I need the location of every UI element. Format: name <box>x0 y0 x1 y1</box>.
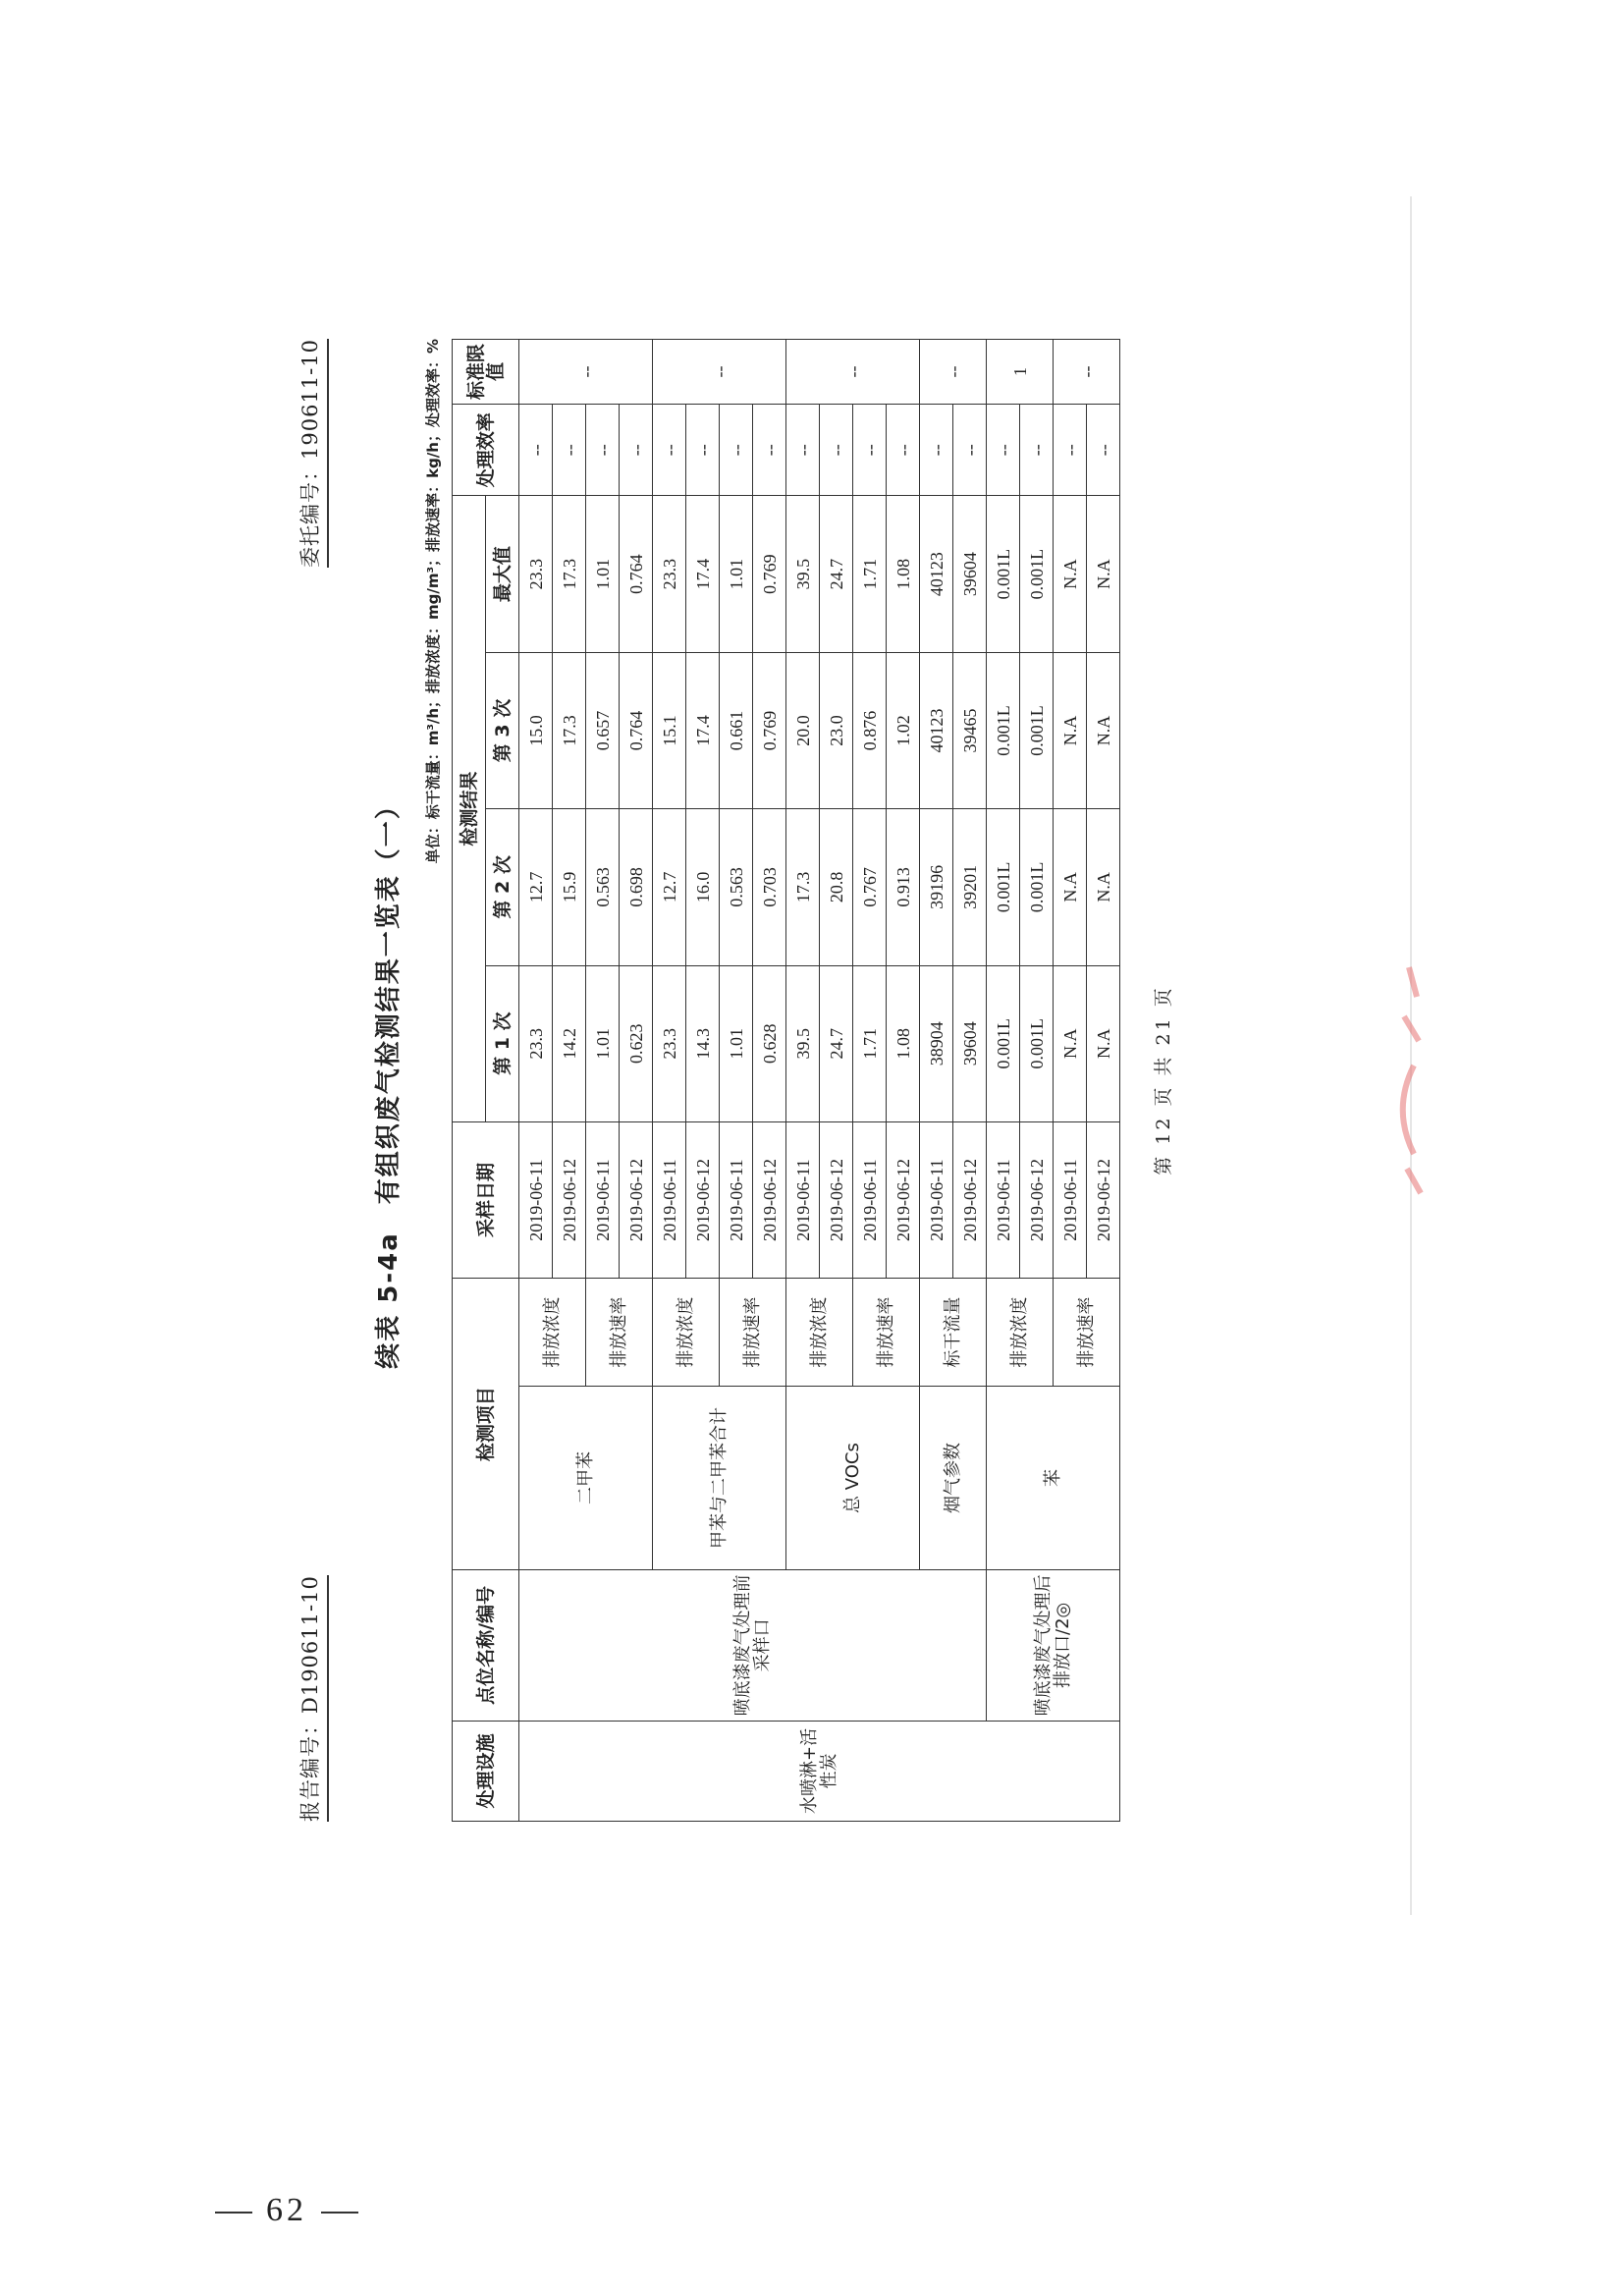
date-cell: 2019-06-12 <box>753 1121 786 1278</box>
value-eff: -- <box>853 405 887 496</box>
date-cell: 2019-06-11 <box>786 1121 820 1278</box>
value-r3: 15.0 <box>519 652 553 808</box>
value-r2: 15.9 <box>553 809 586 965</box>
value-max: N.A <box>1087 496 1120 652</box>
value-max: 1.08 <box>887 496 920 652</box>
header-round-2: 第 2 次 <box>486 809 519 965</box>
value-r2: 0.767 <box>853 809 887 965</box>
value-max: 0.001L <box>1020 496 1054 652</box>
value-r1: 14.3 <box>686 965 720 1121</box>
value-r1: N.A <box>1087 965 1120 1121</box>
value-r2: 12.7 <box>653 809 686 965</box>
value-eff: -- <box>720 405 753 496</box>
commission-number: 委托编号：190611-10 <box>295 339 329 568</box>
value-max: 17.4 <box>686 496 720 652</box>
sub-item: 排放速率 <box>586 1279 653 1387</box>
value-eff: -- <box>987 405 1020 496</box>
value-max: N.A <box>1054 496 1087 652</box>
value-eff: -- <box>553 405 586 496</box>
value-r2: 0.563 <box>720 809 753 965</box>
item-xylene: 二甲苯 <box>519 1387 653 1570</box>
date-cell: 2019-06-11 <box>987 1121 1020 1278</box>
value-eff: -- <box>519 405 553 496</box>
value-max: 0.769 <box>753 496 786 652</box>
value-max: 17.3 <box>553 496 586 652</box>
value-r2: 39201 <box>953 809 987 965</box>
value-eff: -- <box>586 405 620 496</box>
header-item: 检测项目 <box>453 1279 519 1570</box>
value-r1: 1.01 <box>586 965 620 1121</box>
value-limit: -- <box>1054 340 1120 405</box>
value-r3: 39465 <box>953 652 987 808</box>
table-row <box>519 340 553 1822</box>
value-r2: 0.001L <box>987 809 1020 965</box>
value-eff: -- <box>686 405 720 496</box>
sub-item: 排放浓度 <box>786 1279 853 1387</box>
value-r3: 17.4 <box>686 652 720 808</box>
date-cell: 2019-06-11 <box>586 1121 620 1278</box>
date-cell: 2019-06-12 <box>953 1121 987 1278</box>
dash-right <box>321 2212 358 2214</box>
value-max: 24.7 <box>820 496 853 652</box>
report-number: 报告编号：D190611-10 <box>295 1575 329 1822</box>
item-flue-gas: 烟气参数 <box>920 1387 987 1570</box>
rotated-report-page <box>295 339 1198 1822</box>
value-max: 1.01 <box>720 496 753 652</box>
value-r1: 39604 <box>953 965 987 1121</box>
value-eff: -- <box>786 405 820 496</box>
date-cell: 2019-06-11 <box>519 1121 553 1278</box>
value-r2: 0.563 <box>586 809 620 965</box>
value-r1: 23.3 <box>519 965 553 1121</box>
date-cell: 2019-06-11 <box>653 1121 686 1278</box>
value-max: 39604 <box>953 496 987 652</box>
value-r2: 0.913 <box>887 809 920 965</box>
sub-item: 排放浓度 <box>519 1279 586 1387</box>
date-cell: 2019-06-11 <box>720 1121 753 1278</box>
value-r3: 0.876 <box>853 652 887 808</box>
value-r1: 0.628 <box>753 965 786 1121</box>
value-limit: -- <box>653 340 786 405</box>
value-eff: -- <box>1020 405 1054 496</box>
value-max: 0.001L <box>987 496 1020 652</box>
facility-cell: 水喷淋+活性炭 <box>519 1721 1120 1821</box>
value-r3: N.A <box>1054 652 1087 808</box>
header-round-3: 第 3 次 <box>486 652 519 808</box>
value-r1: 0.001L <box>987 965 1020 1121</box>
value-limit: -- <box>519 340 653 405</box>
results-table <box>452 339 1120 1822</box>
value-r2: 12.7 <box>519 809 553 965</box>
item-benzene: 苯 <box>987 1387 1120 1570</box>
value-r3: 23.0 <box>820 652 853 808</box>
value-r1: 0.623 <box>620 965 653 1121</box>
date-cell: 2019-06-12 <box>553 1121 586 1278</box>
value-r1: N.A <box>1054 965 1087 1121</box>
value-max: 39.5 <box>786 496 820 652</box>
value-r3: 0.001L <box>987 652 1020 808</box>
page-number-text: 62 <box>266 2192 307 2228</box>
sub-item: 排放浓度 <box>653 1279 720 1387</box>
table-title: 续表 5-4a 有组织废气检测结果一览表（一） <box>374 792 404 1369</box>
value-r2: 0.001L <box>1020 809 1054 965</box>
sub-item: 排放速率 <box>853 1279 920 1387</box>
value-r3: 15.1 <box>653 652 686 808</box>
date-cell: 2019-06-12 <box>686 1121 720 1278</box>
date-cell: 2019-06-12 <box>1087 1121 1120 1278</box>
date-cell: 2019-06-11 <box>1054 1121 1087 1278</box>
value-max: 23.3 <box>519 496 553 652</box>
value-r1: 1.01 <box>720 965 753 1121</box>
value-max: 1.01 <box>586 496 620 652</box>
value-eff: -- <box>953 405 987 496</box>
sub-item: 排放浓度 <box>987 1279 1054 1387</box>
value-r3: 1.02 <box>887 652 920 808</box>
value-r3: 40123 <box>920 652 953 808</box>
header-date: 采样日期 <box>453 1121 519 1278</box>
value-r2: N.A <box>1054 809 1087 965</box>
value-r1: 38904 <box>920 965 953 1121</box>
date-cell: 2019-06-11 <box>920 1121 953 1278</box>
date-cell: 2019-06-12 <box>1020 1121 1054 1278</box>
value-r1: 0.001L <box>1020 965 1054 1121</box>
sub-item: 标干流量 <box>920 1279 987 1387</box>
value-r1: 24.7 <box>820 965 853 1121</box>
value-r2: 0.703 <box>753 809 786 965</box>
sub-item: 排放速率 <box>720 1279 786 1387</box>
value-r3: 0.769 <box>753 652 786 808</box>
value-max: 40123 <box>920 496 953 652</box>
value-eff: -- <box>920 405 953 496</box>
page-number <box>201 2192 372 2229</box>
sub-item: 排放速率 <box>1054 1279 1120 1387</box>
value-eff: -- <box>653 405 686 496</box>
value-r1: 39.5 <box>786 965 820 1121</box>
value-r3: 17.3 <box>553 652 586 808</box>
point-cell-inlet: 喷底漆废气处理前采样口 <box>519 1569 987 1721</box>
value-max: 0.764 <box>620 496 653 652</box>
value-r3: 0.001L <box>1020 652 1054 808</box>
value-r3: 0.764 <box>620 652 653 808</box>
header-efficiency: 处理效率 <box>453 405 519 496</box>
date-cell: 2019-06-12 <box>820 1121 853 1278</box>
value-limit: 1 <box>987 340 1054 405</box>
date-cell: 2019-06-11 <box>853 1121 887 1278</box>
header-results: 检测结果 <box>453 496 486 1121</box>
value-r1: 14.2 <box>553 965 586 1121</box>
value-limit: -- <box>920 340 987 405</box>
value-eff: -- <box>820 405 853 496</box>
value-eff: -- <box>753 405 786 496</box>
value-r2: 20.8 <box>820 809 853 965</box>
value-r2: 39196 <box>920 809 953 965</box>
page-footer: 第 12 页 共 21 页 <box>1153 985 1174 1175</box>
item-total-vocs: 总 VOCs <box>786 1387 920 1570</box>
value-r3: 20.0 <box>786 652 820 808</box>
header-limit: 标准限值 <box>453 340 519 405</box>
value-r2: 16.0 <box>686 809 720 965</box>
item-toluene-xylene: 甲苯与二甲苯合计 <box>653 1387 786 1570</box>
header-round-1: 第 1 次 <box>486 965 519 1121</box>
value-max: 23.3 <box>653 496 686 652</box>
value-max: 1.71 <box>853 496 887 652</box>
value-r1: 1.08 <box>887 965 920 1121</box>
header-point: 点位名称/编号 <box>453 1569 519 1721</box>
point-cell-outlet: 喷底漆废气处理后排放口/2◎ <box>987 1569 1120 1721</box>
value-eff: -- <box>887 405 920 496</box>
date-cell: 2019-06-12 <box>620 1121 653 1278</box>
dash-left <box>215 2212 252 2214</box>
header-facility: 处理设施 <box>453 1721 519 1821</box>
value-eff: -- <box>1087 405 1120 496</box>
value-r2: N.A <box>1087 809 1120 965</box>
value-r3: N.A <box>1087 652 1120 808</box>
value-r3: 0.657 <box>586 652 620 808</box>
value-r1: 1.71 <box>853 965 887 1121</box>
red-stamp-fragment <box>1380 957 1438 1213</box>
value-r2: 17.3 <box>786 809 820 965</box>
date-cell: 2019-06-12 <box>887 1121 920 1278</box>
value-r3: 0.661 <box>720 652 753 808</box>
unit-note: 单位：标干流量：m³/h；排放浓度：mg/m³；排放速率：kg/h；处理效率：% <box>424 339 442 864</box>
value-r2: 0.698 <box>620 809 653 965</box>
table-row <box>987 340 1020 1822</box>
value-eff: -- <box>1054 405 1087 496</box>
value-limit: -- <box>786 340 920 405</box>
value-r1: 23.3 <box>653 965 686 1121</box>
value-eff: -- <box>620 405 653 496</box>
header-max: 最大值 <box>486 496 519 652</box>
